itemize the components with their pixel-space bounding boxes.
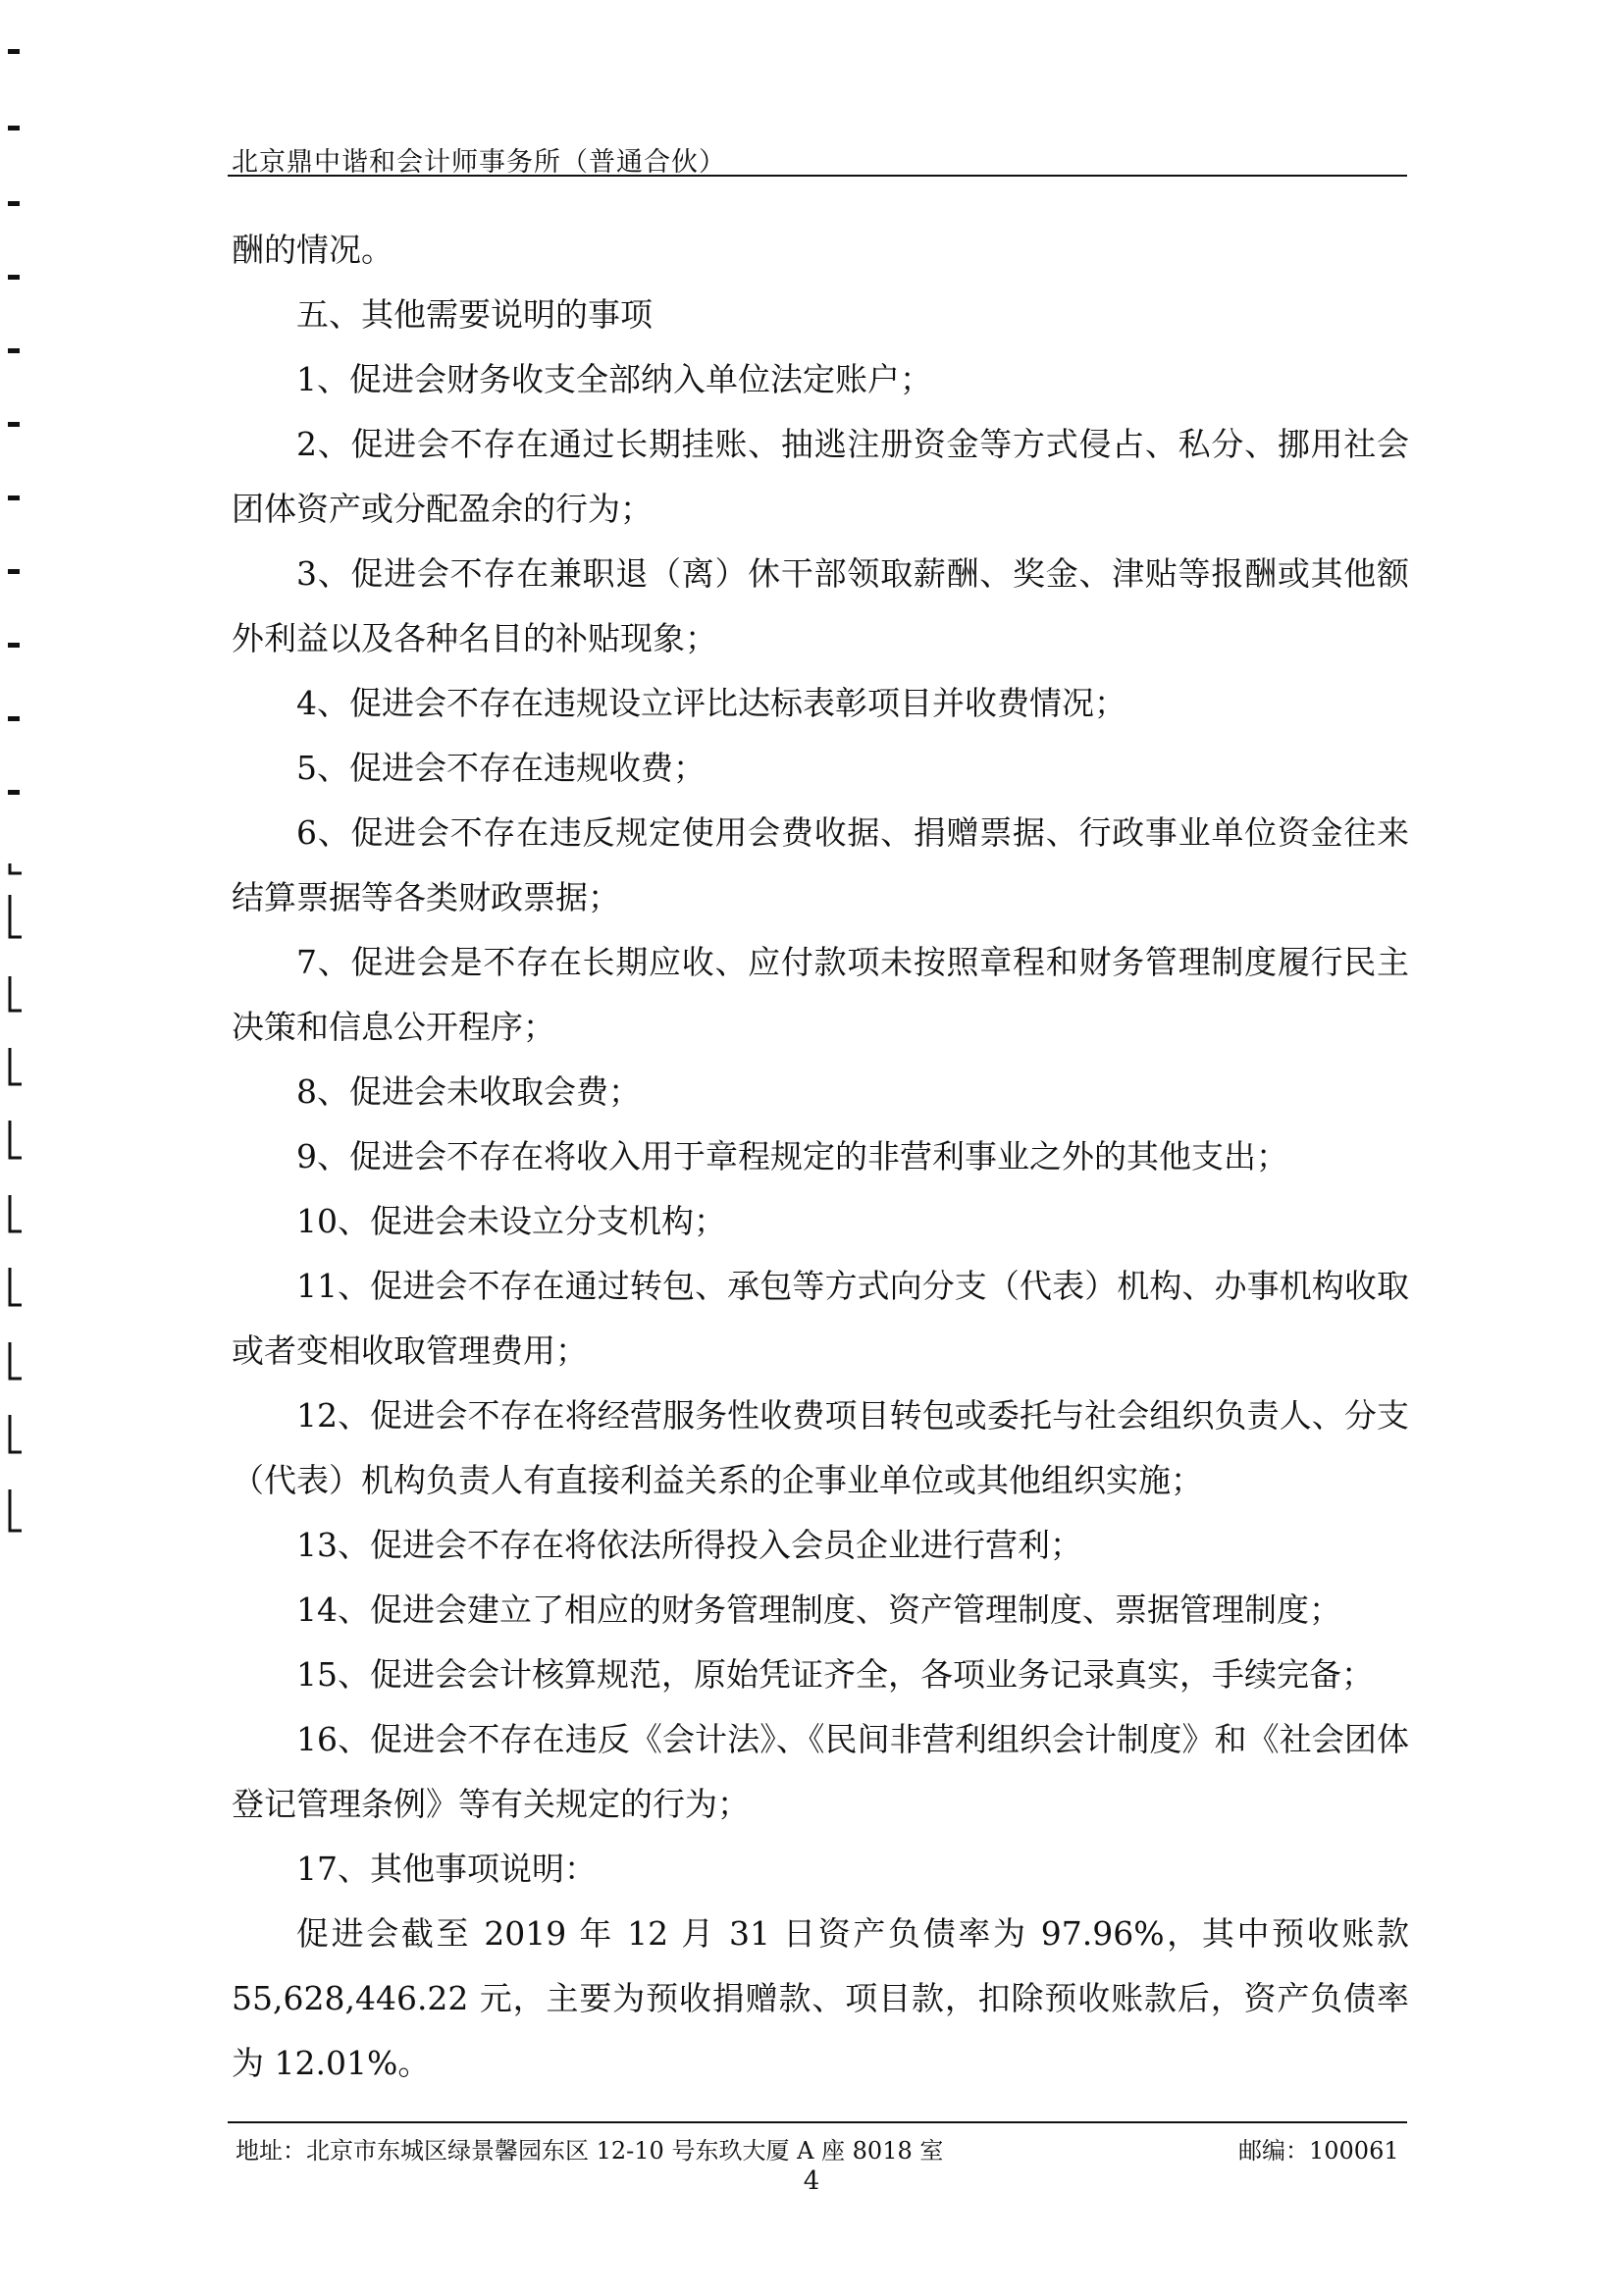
list-item: 16、促进会不存在违反《会计法》、《民间非营利组织会计制度》和《社会团体登记管理条例》等有关规定的行为； <box>232 1720 1409 1823</box>
list-item: 13、促进会不存在将依法所得投入会员企业进行营利； <box>296 1526 1082 1564</box>
list-item: 9、促进会不存在将收入用于章程规定的非营利事业之外的其他支出； <box>296 1137 1288 1175</box>
list-item: 7、促进会是不存在长期应收、应付款项未按照章程和财务管理制度履行民主决策和信息公开程序； <box>232 943 1409 1046</box>
list-item: 5、促进会不存在违规收费； <box>296 749 706 787</box>
list-item: 8、促进会未收取会费； <box>296 1072 641 1111</box>
list-item: 17、其他事项说明： <box>296 1850 597 1888</box>
list-item: 6、促进会不存在违反规定使用会费收据、捐赠票据、行政事业单位资金往来结算票据等各类财政票据； <box>232 813 1409 916</box>
list-item: 12、促进会不存在将经营服务性收费项目转包或委托与社会组织负责人、分支（代表）机构负责人有直接利益关系的企事业单位或其他组织实施； <box>232 1396 1409 1499</box>
list-item: 4、促进会不存在违规设立评比达标表彰项目并收费情况； <box>296 684 1126 722</box>
page-number: 4 <box>803 2166 820 2196</box>
list-item: 11、促进会不存在通过转包、承包等方式向分支（代表）机构、办事机构收取或者变相收取管理费用； <box>232 1267 1409 1370</box>
list-item: 15、促进会会计核算规范，原始凭证齐全，各项业务记录真实，手续完备； <box>296 1655 1374 1694</box>
list-item: 2、促进会不存在通过长期挂账、抽逃注册资金等方式侵占、私分、挪用社会团体资产或分配盈余的行为； <box>232 425 1409 528</box>
list-item: 1、促进会财务收支全部纳入单位法定账户； <box>296 360 932 398</box>
list-item: 10、促进会未设立分支机构； <box>296 1202 726 1240</box>
section-heading: 五、其他需要说明的事项 <box>296 295 653 334</box>
list-item: 3、促进会不存在兼职退（离）休干部领取薪酬、奖金、津贴等报酬或其他额外利益以及各种名目的补贴现象； <box>232 554 1409 657</box>
footer-postal-code: 邮编：100061 <box>1238 2137 1399 2165</box>
footer-address: 地址：北京市东城区绿景馨园东区 12-10 号东玖大厦 A 座 8018 室 <box>236 2137 944 2165</box>
list-item: 14、促进会建立了相应的财务管理制度、资产管理制度、票据管理制度； <box>296 1591 1341 1629</box>
footer-divider <box>228 2121 1407 2123</box>
debt-ratio-note: 促进会截至 2019 年 12 月 31 日资产负债率为 97.96%，其中预收账款 55,628,446.22 元，主要为预收捐赠款、项目款，扣除预收账款后，资产负债率为 12.01%。 <box>232 1914 1409 2082</box>
scan-binding-marks <box>0 0 39 2296</box>
document-body <box>232 218 1409 2096</box>
paragraph-continuation: 酬的情况。 <box>232 231 393 269</box>
header-firm-name: 北京鼎中谐和会计师事务所（普通合伙） <box>232 147 726 178</box>
header-divider <box>228 175 1407 177</box>
